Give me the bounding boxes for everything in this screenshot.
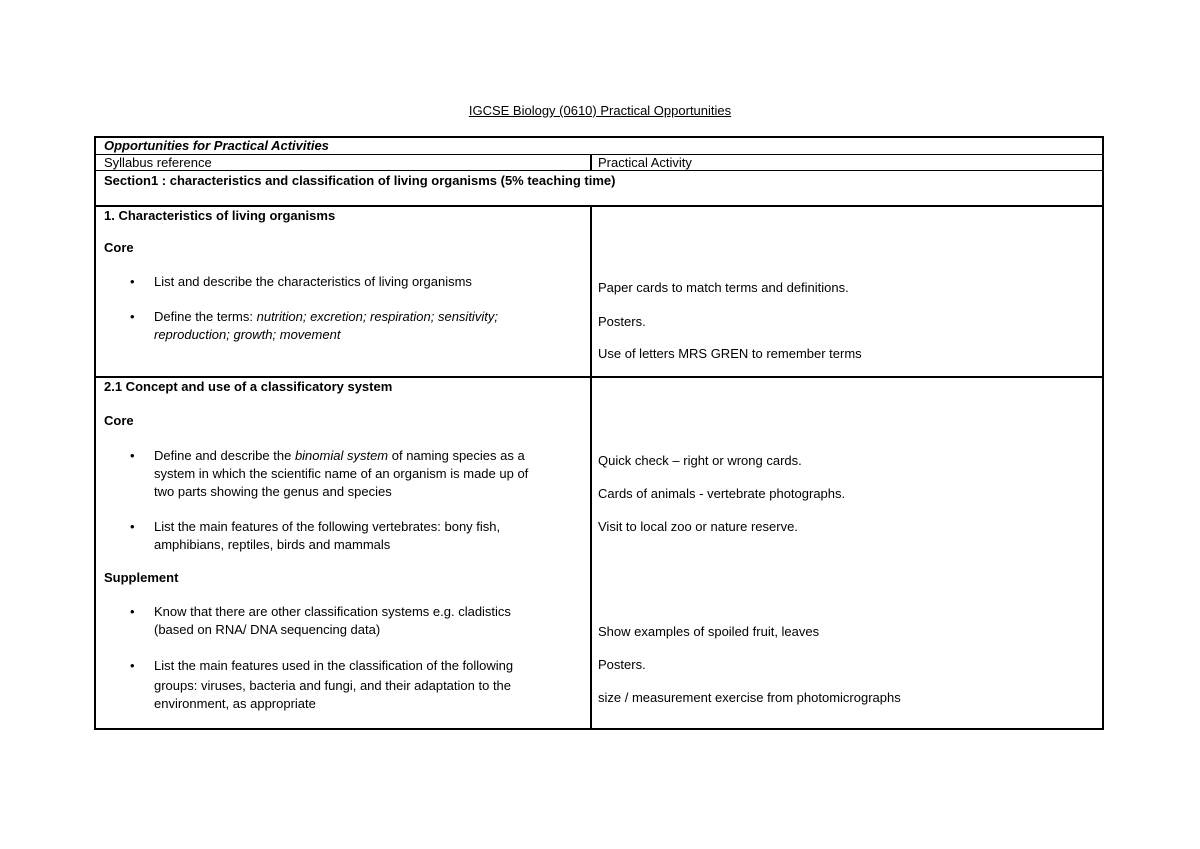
- block2-heading: 2.1 Concept and use of a classificatory system: [104, 379, 393, 394]
- column-divider: [590, 205, 592, 728]
- row-divider: [96, 205, 1102, 207]
- block2-supp-activity3: size / measurement exercise from photomicrographs: [598, 690, 901, 705]
- block1-activity1: Paper cards to match terms and definitions.: [598, 280, 849, 295]
- block2-core-label: Core: [104, 413, 134, 428]
- block1-core-label: Core: [104, 240, 134, 255]
- col-header-syllabus: Syllabus reference: [104, 155, 212, 170]
- block2-core-item2-line2: amphibians, reptiles, birds and mammals: [154, 537, 391, 552]
- block2-supp-item1-line1: Know that there are other classification systems e.g. cladistics: [154, 604, 511, 619]
- block1-activity2: Posters.: [598, 314, 646, 329]
- bullet-dot: •: [130, 604, 135, 619]
- block2-core-item2-line1: List the main features of the following vertebrates: bony fish,: [154, 519, 501, 534]
- block2-activity3: Visit to local zoo or nature reserve.: [598, 519, 798, 534]
- block2-activity2: Cards of animals - vertebrate photographs.: [598, 486, 846, 501]
- block1-item1: List and describe the characteristics of living organisms: [154, 274, 472, 289]
- column-divider: [590, 154, 592, 170]
- block2-core-item1-prefix: Define and describe the: [154, 448, 295, 463]
- block2-core-item1-line2: system in which the scientific name of an organism is made up of: [154, 466, 529, 481]
- document-title: IGCSE Biology (0610) Practical Opportunities: [468, 103, 732, 118]
- block2-core-item1-suffix: of naming species as a: [388, 448, 525, 463]
- block1-heading: 1. Characteristics of living organisms: [104, 208, 336, 223]
- block2-supp-item2-line3: environment, as appropriate: [154, 696, 316, 711]
- block2-supp-item2-line1: List the main features used in the classification of the following: [154, 658, 514, 673]
- block1-item2-terms: nutrition; excretion; respiration; sensitivity;: [256, 309, 498, 324]
- bullet-dot: •: [130, 448, 135, 463]
- block2-supp-item1-line2: (based on RNA/ DNA sequencing data): [154, 622, 381, 637]
- bullet-dot: •: [130, 658, 135, 673]
- block2-core-item1-line1: [154, 448, 525, 464]
- bullet-dot: •: [130, 309, 135, 324]
- block2-supp-activity1: Show examples of spoiled fruit, leaves: [598, 624, 820, 639]
- block2-supp-item2-line2: groups: viruses, bacteria and fungi, and their adaptation to the: [154, 678, 512, 693]
- practical-opportunities-table: [94, 136, 1104, 730]
- table-caption: Opportunities for Practical Activities: [104, 138, 329, 153]
- block2-activity1: Quick check – right or wrong cards.: [598, 453, 802, 468]
- block2-core-item1-line3: two parts showing the genus and species: [154, 484, 392, 499]
- block2-supp-activity2: Posters.: [598, 657, 646, 672]
- bullet-dot: •: [130, 519, 135, 534]
- binomial-system-term: binomial system: [294, 448, 389, 463]
- row-divider: [96, 376, 1102, 378]
- section-heading: Section1 : characteristics and classification of living organisms (5% teaching time): [104, 173, 616, 188]
- col-header-activity: Practical Activity: [598, 155, 692, 170]
- block1-item2-line2: reproduction; growth; movement: [154, 327, 341, 342]
- block2-supplement-label: Supplement: [104, 570, 179, 585]
- block1-item2-prefix: Define the terms:: [154, 309, 257, 324]
- block1-item2-line1: [154, 309, 498, 325]
- bullet-dot: •: [130, 274, 135, 289]
- block1-activity3: Use of letters MRS GREN to remember terms: [598, 346, 862, 361]
